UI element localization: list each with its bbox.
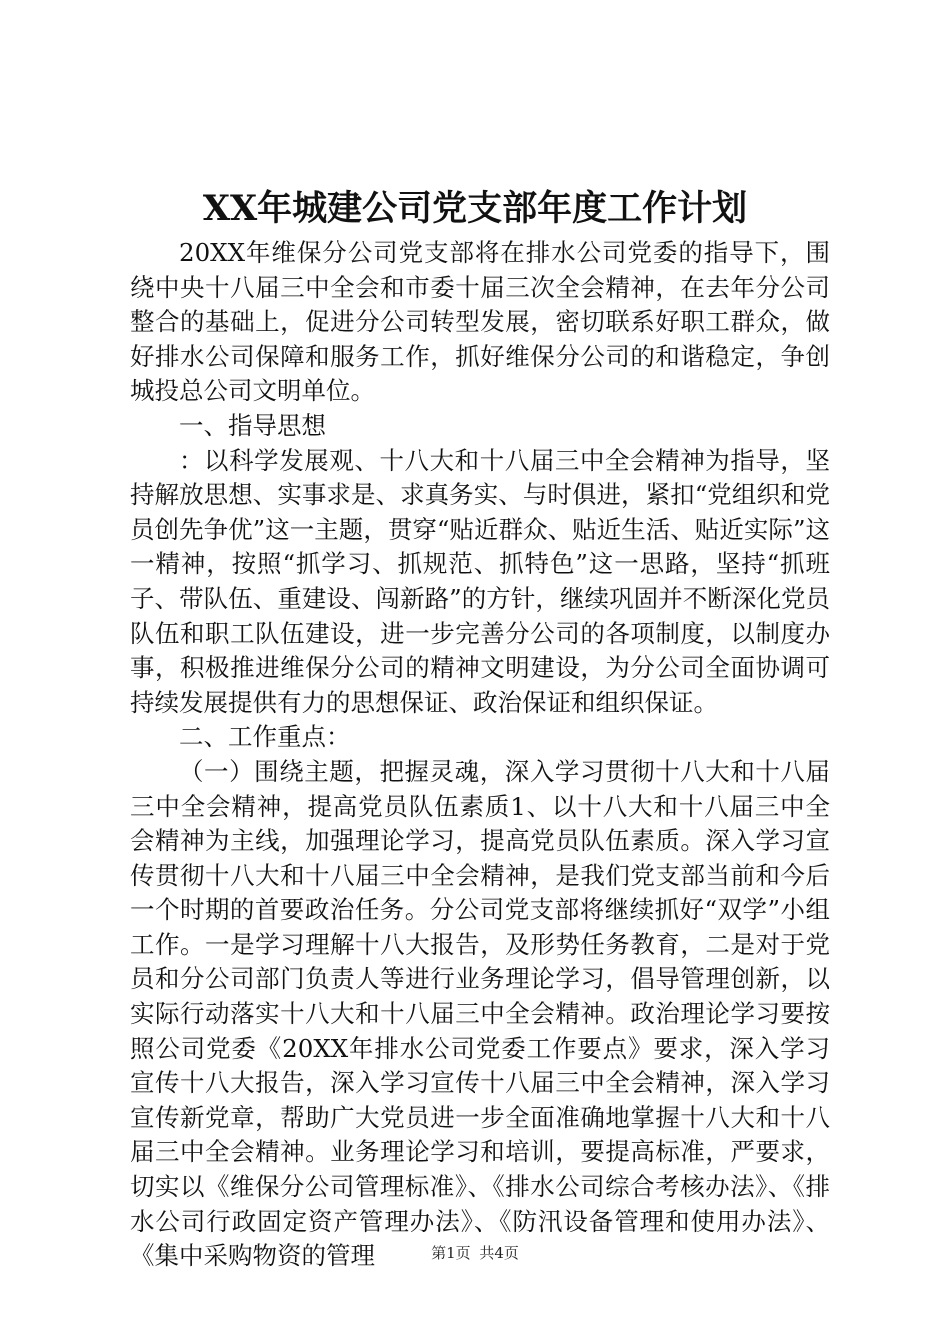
work-focus-paragraph: （一）围绕主题，把握灵魂，深入学习贯彻十八大和十八届三中全会精神，提高党员队伍素质1、以十八大和十八届三中全会精神为主线，加强理论学习，提高党员队伍素质。深入学习宣传贯彻十八大和十八届三中全会精神，是我们党支部当前和今后一个时期的首要政治任务。分公司党支部将继续抓好“双学”小组工作。一是学习理解十八大报告，及形势任务教育，二是对于党员和分公司部门负责人等进行业务理论学习，倡导管理创新，以实际行动落实十八大和十八届三中全会精神。政治理论学习要按照公司党委《20XX年排水公司党委工作要点》要求，深入学习宣传十八大报告，深入学习宣传十八届三中全会精神，深入学习宣传新党章，帮助广大党员进一步全面准确地掌握十八大和十八届三中全会精神。业务理论学习和培训，要提高标准，严要求，切实以《维保分公司管理标准》、《排水公司综合考核办法》、《排水公司行政固定资产管理办法》、《防汛设备管理和使用办法》、《集中采购物资的管理 <box>130 756 830 1271</box>
document-body <box>130 236 830 1274</box>
page-number-footer: 第1页 共4页 <box>431 1244 519 1262</box>
guiding-thought-paragraph: ：以科学发展观、十八大和十八届三中全会精神为指导，坚持解放思想、实事求是、求真务实、与时俱进，紧扣“党组织和党员创先争优”这一主题，贯穿“贴近群众、贴近生活、贴近实际”这一精神，按照“抓学习、抓规范、抓特色”这一思路，坚持“抓班子、带队伍、重建设、闯新路”的方针，继续巩固并不断深化党员队伍和职工队伍建设，进一步完善分公司的各项制度，以制度办事，积极推进维保分公司的精神文明建设，为分公司全面协调可持续发展提供有力的思想保证、政治保证和组织保证。 <box>130 445 830 717</box>
section-heading-guiding-thought: 一、指导思想 <box>179 410 326 440</box>
document-title: XX年城建公司党支部年度工作计划 <box>202 188 748 229</box>
section-heading-work-focus: 二、工作重点： <box>179 722 351 752</box>
intro-paragraph: 20XX年维保分公司党支部将在排水公司党委的指导下，围绕中央十八届三中全会和市委十届三次全会精神，在去年分公司整合的基础上，促进分公司转型发展，密切联系好职工群众，做好排水公司保障和服务工作，抓好维保分公司的和谐稳定，争创城投总公司文明单位。 <box>130 238 830 406</box>
